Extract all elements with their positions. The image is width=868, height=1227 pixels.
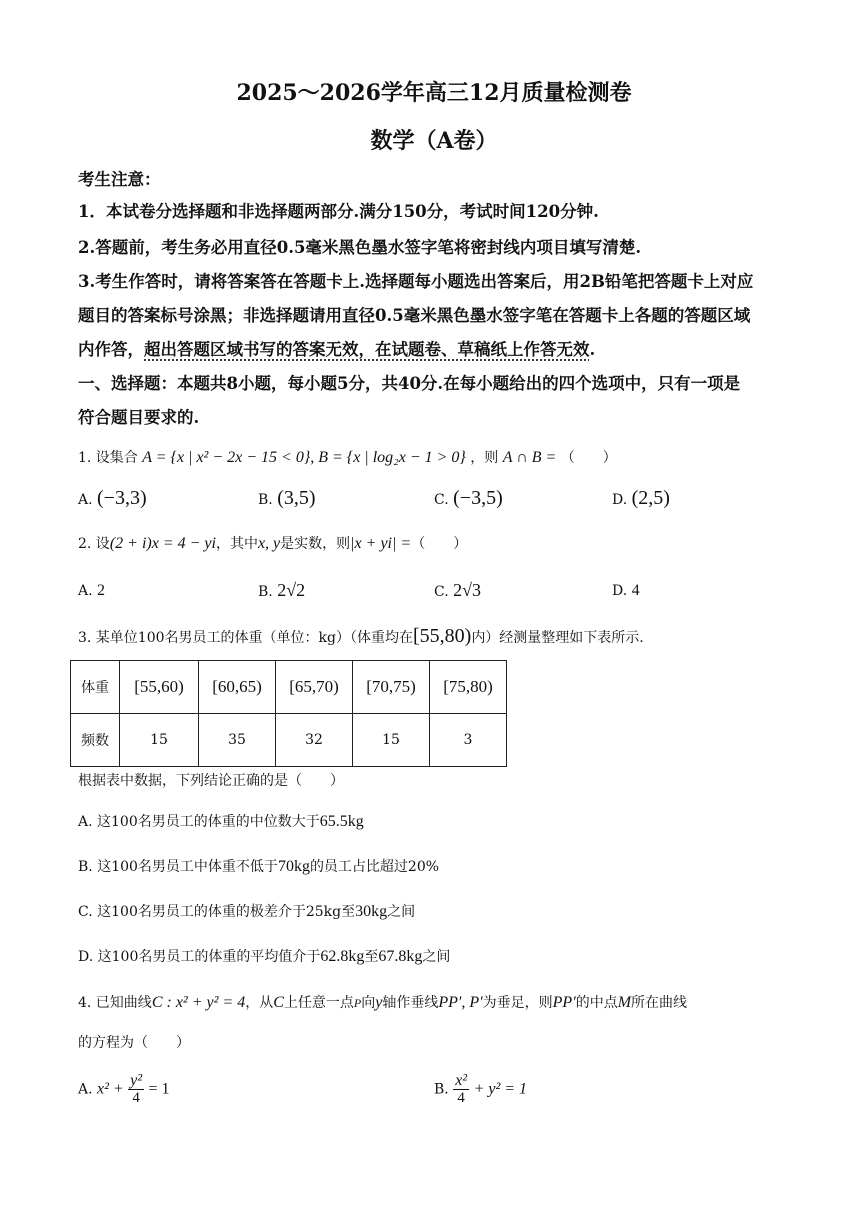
- q2-option-a[interactable]: A. 2: [78, 582, 106, 599]
- table-cell: 3: [430, 714, 507, 767]
- table-cell: 15: [120, 714, 199, 767]
- q2-option-c[interactable]: C. 2√3: [434, 580, 482, 600]
- q2-option-d[interactable]: D. 4: [612, 582, 640, 599]
- emphasis-text: 超出答题区域书写的答案无效，在试题卷、草稿纸上作答无效: [144, 340, 590, 359]
- notice-item-3-line2: 题目的答案标号涂黑；非选择题请用直径0.5毫米黑色墨水签字笔在答题卡上各题的答题区域: [78, 306, 751, 325]
- notice-item-3-line1: 3.考生作答时，请将答案答在答题卡上.选择题每小题选出答案后，用2B铅笔把答题卡上对应: [78, 272, 754, 291]
- intersection-expr: A ∩ B =: [502, 449, 557, 466]
- notice-heading: 考生注意：: [78, 170, 161, 189]
- q3-option-d[interactable]: D. 这100名男员工的体重的平均值介于62.8kg至67.8kg之间: [78, 948, 451, 965]
- weight-frequency-table: [70, 660, 507, 767]
- table-cell: [70,75): [353, 661, 430, 714]
- table-cell: [75,80): [430, 661, 507, 714]
- row-header-frequency: 频数: [71, 714, 120, 767]
- modulus-expr: |x + yi| =: [350, 535, 412, 552]
- question-3-prompt: 根据表中数据，下列结论正确的是（ ）: [78, 773, 344, 789]
- q2-option-b[interactable]: B. 2√2: [258, 580, 306, 600]
- complex-equation: (2 + i)x = 4 − yi: [109, 535, 216, 552]
- question-1-stem: 1. 设集合 A = {x | x² − 2x − 15 < 0}, B = {x | log₂x − 1 > 0} ，则 A ∩ B = （ ）: [78, 449, 617, 466]
- exam-title: 2025～2026学年高三12月质量检测卷: [236, 80, 632, 106]
- table-cell: 32: [276, 714, 353, 767]
- q3-option-c[interactable]: C. 这100名男员工的体重的极差介于25kg至30kg之间: [78, 903, 416, 920]
- section-heading-line2: 符合题目要求的.: [78, 408, 200, 427]
- section-heading-line1: 一、选择题：本题共8小题，每小题5分，共40分.在每小题给出的四个选项中，只有一项是: [78, 374, 741, 393]
- q1-option-d[interactable]: D. (2,5): [612, 487, 670, 509]
- q3-option-a[interactable]: A. 这100名男员工的体重的中位数大于65.5kg: [78, 813, 364, 830]
- q1-option-c[interactable]: C. (−3,5): [434, 487, 503, 509]
- curve-equation: C : x² + y² = 4: [151, 994, 246, 1011]
- question-2-stem: 2. 设(2 + i)x = 4 − yi，其中x, y是实数，则|x + yi| =（ ）: [78, 535, 468, 552]
- notice-item-2: 2.答题前，考生务必用直径0.5毫米黑色墨水签字笔将密封线内项目填写清楚.: [78, 238, 642, 257]
- table-cell: [60,65): [199, 661, 276, 714]
- table-cell: [65,70): [276, 661, 353, 714]
- table-cell: 15: [353, 714, 430, 767]
- q4-option-a[interactable]: A. x² + $\frac{\text{y²}}{4}$ = 1: [78, 1072, 170, 1106]
- exam-subtitle: 数学（A卷）: [370, 128, 498, 154]
- question-4-stem: 4. 已知曲线C : x² + y² = 4，从C上任意一点P向y轴作垂线PP′, P′为垂足，则PP′的中点M所在曲线: [78, 994, 688, 1011]
- q1-option-a[interactable]: A. (−3,3): [78, 487, 147, 509]
- q3-option-b[interactable]: B. 这100名男员工中体重不低于70kg的员工占比超过20%: [78, 858, 440, 875]
- table-row: [71, 661, 507, 714]
- table-cell: [55,60): [120, 661, 199, 714]
- question-3-stem: 3. 某单位100名男员工的体重（单位：kg）（体重均在[55,80)内）经测量整理如下表所示.: [78, 625, 644, 647]
- table-row: [71, 714, 507, 767]
- row-header-weight: 体重: [71, 661, 120, 714]
- fraction: $\frac{\text{y²}}{4}$: [130, 1072, 143, 1106]
- fraction: $\frac{\text{x²}}{4}$: [455, 1072, 468, 1106]
- set-b: , B = {x | log₂x − 1 > 0}: [310, 449, 466, 466]
- table-cell: 35: [199, 714, 276, 767]
- notice-item-3-line3: 内作答，超出答题区域书写的答案无效，在试题卷、草稿纸上作答无效.: [78, 340, 596, 359]
- question-4-stem-line2: 的方程为（ ）: [78, 1035, 190, 1051]
- q4-option-b[interactable]: B. $\frac{\text{x²}}{4}$ + y² = 1: [434, 1072, 528, 1106]
- set-a: A = {x | x² − 2x − 15 < 0}: [142, 449, 311, 466]
- q1-option-b[interactable]: B. (3,5): [258, 487, 316, 509]
- notice-item-1: 1．本试卷分选择题和非选择题两部分.满分150分，考试时间120分钟.: [78, 202, 599, 221]
